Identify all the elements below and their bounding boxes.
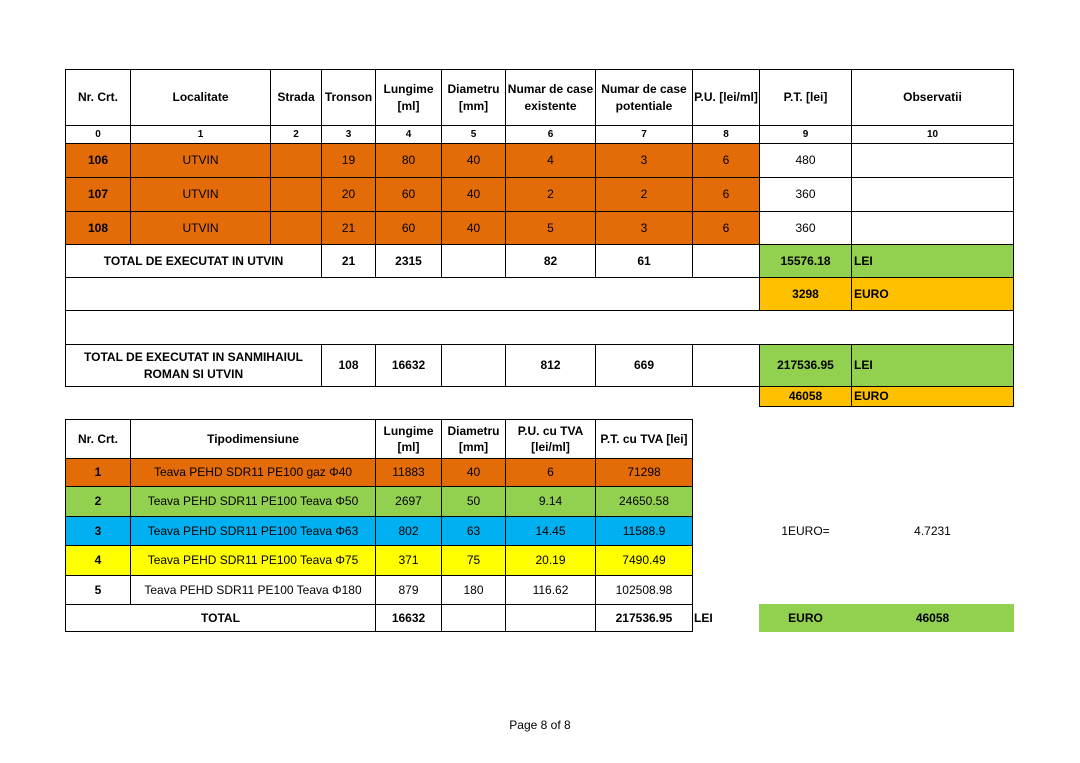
row-case-potentiale: 2 (595, 177, 693, 212)
row-diametru: 40 (441, 211, 506, 245)
row-nr: 107 (65, 177, 131, 212)
row-case-existente: 2 (505, 177, 596, 212)
pipe-row-type: Teava PEHD SDR11 PE100 Teava Φ75 (130, 545, 376, 576)
pipe-row-pu: 9.14 (505, 486, 596, 517)
pipe-row-nr: 2 (65, 486, 131, 517)
total-all-tronson: 108 (321, 344, 376, 387)
pipe-total-label: TOTAL (65, 604, 376, 632)
pipe-row-nr: 3 (65, 516, 131, 546)
pipe-row-pt: 24650.58 (595, 486, 693, 517)
row-pu: 6 (692, 143, 760, 178)
pipe-row-type: Teava PEHD SDR11 PE100 Teava Φ63 (130, 516, 376, 546)
total-all-currency: LEI (851, 344, 1014, 387)
total-utvin-euro-label: EURO (851, 277, 1014, 311)
pipe-row-lungime: 371 (375, 545, 442, 576)
col-header-tipodimensiune: Tipodimensiune (130, 419, 376, 459)
col-header-tronson: Tronson (321, 69, 376, 126)
row-pt: 360 (759, 211, 852, 245)
row-lungime: 60 (375, 211, 442, 245)
row-observatii (851, 211, 1014, 245)
row-lungime: 80 (375, 143, 442, 178)
index-cell: 6 (505, 125, 596, 144)
row-nr: 106 (65, 143, 131, 178)
total-all-euro-label: EURO (851, 386, 1014, 407)
index-cell: 4 (375, 125, 442, 144)
pipe-row-pu: 116.62 (505, 575, 596, 605)
row-pt: 480 (759, 143, 852, 178)
row-pt: 360 (759, 177, 852, 212)
pipe-total-pu (505, 604, 596, 632)
pipe-row-diametru: 75 (441, 545, 506, 576)
index-cell: 8 (692, 125, 760, 144)
total-all-label: TOTAL DE EXECUTAT IN SANMIHAIUL ROMAN SI UTVIN (65, 344, 322, 387)
index-cell: 3 (321, 125, 376, 144)
row-pu: 6 (692, 211, 760, 245)
exchange-rate-value: 4.7231 (914, 524, 951, 538)
total-utvin-diametru (441, 244, 506, 278)
row-lungime: 60 (375, 177, 442, 212)
pipe-row-nr: 5 (65, 575, 131, 605)
pipe-total-diametru (441, 604, 506, 632)
pipe-row-lungime: 11883 (375, 458, 442, 487)
col-header-diametru: Diametru [mm] (441, 69, 506, 126)
col-header-case-existente: Numar de case existente (505, 69, 596, 126)
total-utvin-lungime: 2315 (375, 244, 442, 278)
total-utvin-tronson: 21 (321, 244, 376, 278)
pipe-row-type: Teava PEHD SDR11 PE100 Teava Φ50 (130, 486, 376, 517)
empty-row (65, 310, 1014, 345)
total-all-diametru (441, 344, 506, 387)
index-cell: 7 (595, 125, 693, 144)
total-all-pt: 217536.95 (759, 344, 852, 387)
col-header-strada: Strada (270, 69, 322, 126)
row-nr: 108 (65, 211, 131, 245)
pipe-row-type: Teava PEHD SDR11 PE100 gaz Φ40 (130, 458, 376, 487)
row-tronson: 20 (321, 177, 376, 212)
pipe-row-pu: 20.19 (505, 545, 596, 576)
total-utvin-pu (692, 244, 760, 278)
total-all-euro-value: 46058 (759, 386, 852, 407)
row-observatii (851, 143, 1014, 178)
row-localitate: UTVIN (130, 211, 271, 245)
row-strada (270, 211, 322, 245)
pipe-total-currency: LEI (694, 611, 713, 625)
row-pu: 6 (692, 177, 760, 212)
pipe-row-diametru: 63 (441, 516, 506, 546)
total-all-pu (692, 344, 760, 387)
row-diametru: 40 (441, 177, 506, 212)
col-header-case-potentiale: Numar de case potentiale (595, 69, 693, 126)
pipe-row-pt: 11588.9 (595, 516, 693, 546)
total-utvin-case-potentiale: 61 (595, 244, 693, 278)
row-tronson: 19 (321, 143, 376, 178)
total-all-lungime: 16632 (375, 344, 442, 387)
col-header-lungime: Lungime [ml] (375, 419, 442, 459)
total-all-case-potentiale: 669 (595, 344, 693, 387)
col-header-pt: P.T. [lei] (759, 69, 852, 126)
index-cell: 9 (759, 125, 852, 144)
pipe-total-lungime: 16632 (375, 604, 442, 632)
col-header-diametru: Diametru [mm] (441, 419, 506, 459)
index-cell: 5 (441, 125, 506, 144)
exchange-rate-label: 1EURO= (781, 524, 830, 538)
col-header-pt-tva: P.T. cu TVA [lei] (595, 419, 693, 459)
pipe-row-pt: 102508.98 (595, 575, 693, 605)
pipe-row-nr: 1 (65, 458, 131, 487)
col-header-nr-crt: Nr. Crt. (65, 69, 131, 126)
pipe-row-pt: 7490.49 (595, 545, 693, 576)
col-header-lungime: Lungime [ml] (375, 69, 442, 126)
row-case-existente: 5 (505, 211, 596, 245)
index-cell: 2 (270, 125, 322, 144)
total-utvin-case-existente: 82 (505, 244, 596, 278)
row-strada (270, 177, 322, 212)
row-localitate: UTVIN (130, 177, 271, 212)
pipe-row-pt: 71298 (595, 458, 693, 487)
index-cell: 0 (65, 125, 131, 144)
col-header-pu-tva: P.U. cu TVA [lei/ml] (505, 419, 596, 459)
index-cell: 1 (130, 125, 271, 144)
row-localitate: UTVIN (130, 143, 271, 178)
row-case-existente: 4 (505, 143, 596, 178)
col-header-observatii: Observatii (851, 69, 1014, 126)
total-utvin-pt: 15576.18 (759, 244, 852, 278)
row-diametru: 40 (441, 143, 506, 178)
total-utvin-currency: LEI (851, 244, 1014, 278)
col-header-nr-crt: Nr. Crt. (65, 419, 131, 459)
row-strada (270, 143, 322, 178)
euro-total-label: EURO (788, 611, 823, 625)
row-observatii (851, 177, 1014, 212)
pipe-row-diametru: 50 (441, 486, 506, 517)
page-number: Page 8 of 8 (509, 718, 571, 732)
euro-total-value: 46058 (915, 611, 950, 625)
pipe-row-lungime: 802 (375, 516, 442, 546)
pipe-row-nr: 4 (65, 545, 131, 576)
row-case-potentiale: 3 (595, 211, 693, 245)
total-utvin-label: TOTAL DE EXECUTAT IN UTVIN (65, 244, 322, 278)
row-tronson: 21 (321, 211, 376, 245)
pipe-row-pu: 6 (505, 458, 596, 487)
pipe-total-pt: 217536.95 (595, 604, 693, 632)
col-header-pu: P.U. [lei/ml] (692, 69, 760, 126)
pipe-row-diametru: 180 (441, 575, 506, 605)
pipe-row-pu: 14.45 (505, 516, 596, 546)
row-case-potentiale: 3 (595, 143, 693, 178)
empty-row (65, 277, 760, 311)
pipe-row-diametru: 40 (441, 458, 506, 487)
index-cell: 10 (851, 125, 1014, 144)
total-all-case-existente: 812 (505, 344, 596, 387)
pipe-row-type: Teava PEHD SDR11 PE100 Teava Φ180 (130, 575, 376, 605)
pipe-row-lungime: 2697 (375, 486, 442, 517)
col-header-localitate: Localitate (130, 69, 271, 126)
pipe-row-lungime: 879 (375, 575, 442, 605)
total-utvin-euro-value: 3298 (759, 277, 852, 311)
